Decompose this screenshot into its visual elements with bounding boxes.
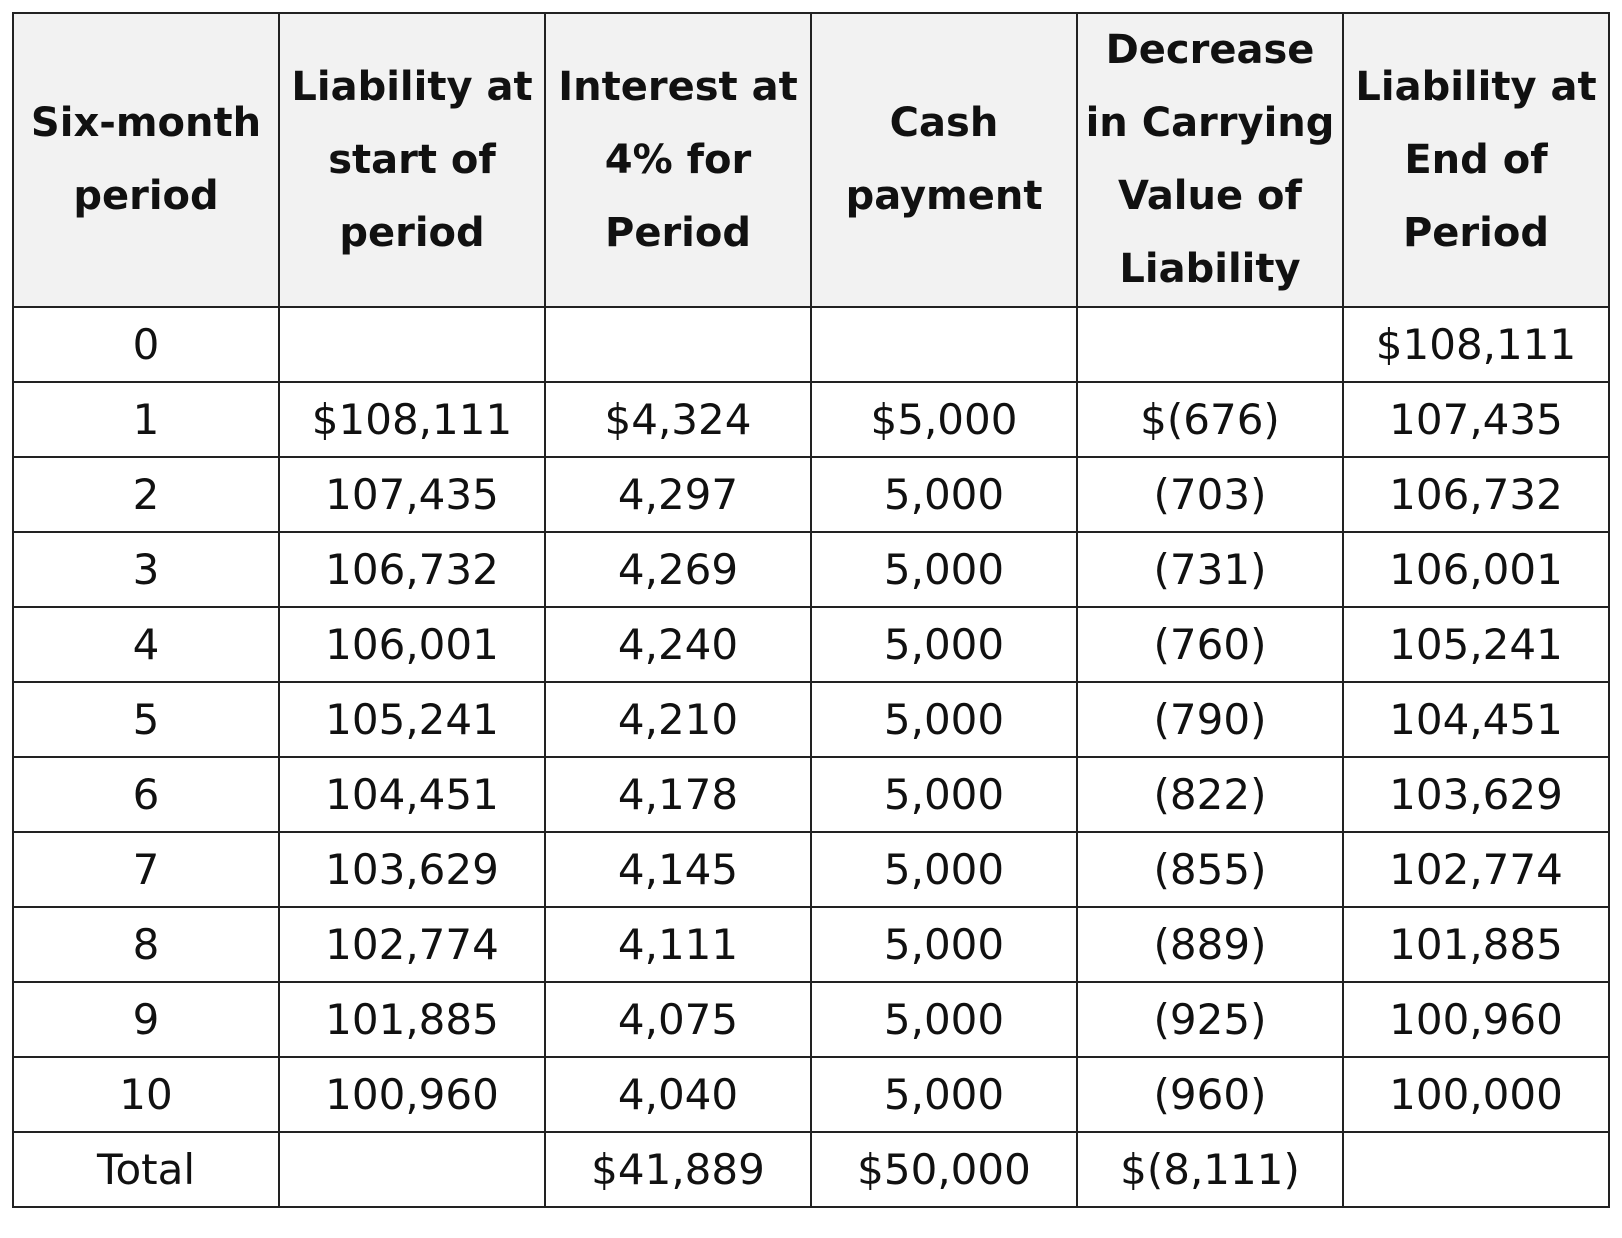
table-row	[13, 982, 1609, 1057]
header-six-month-period	[13, 13, 279, 307]
liability-end-cell: 102,774	[1343, 832, 1609, 907]
period-cell: 1	[13, 382, 279, 457]
decrease-cell: $(676)	[1077, 382, 1343, 457]
liability-start-cell: 105,241	[279, 682, 545, 757]
interest-cell: 4,040	[545, 1057, 811, 1132]
cash-payment-cell: 5,000	[811, 682, 1077, 757]
liability-start-cell	[279, 307, 545, 382]
period-cell: 10	[13, 1057, 279, 1132]
table-row	[13, 382, 1609, 457]
interest-cell: 4,269	[545, 532, 811, 607]
header-label: Interest at 4% for Period	[558, 63, 798, 256]
cash-payment-cell: 5,000	[811, 832, 1077, 907]
liability-start-cell	[279, 1132, 545, 1207]
liability-start-cell: 106,732	[279, 532, 545, 607]
liability-end-cell: 104,451	[1343, 682, 1609, 757]
header-row	[13, 13, 1609, 307]
cash-payment-cell: 5,000	[811, 1057, 1077, 1132]
period-cell: 6	[13, 757, 279, 832]
table-row	[13, 832, 1609, 907]
table-row	[13, 907, 1609, 982]
interest-cell: 4,075	[545, 982, 811, 1057]
amortization-table-container	[12, 12, 1610, 1208]
decrease-cell: (731)	[1077, 532, 1343, 607]
table-header	[13, 13, 1609, 307]
header-liability-end	[1343, 13, 1609, 307]
liability-start-cell: 104,451	[279, 757, 545, 832]
interest-cell: 4,240	[545, 607, 811, 682]
cash-payment-cell: 5,000	[811, 607, 1077, 682]
period-cell: 4	[13, 607, 279, 682]
cash-payment-cell: 5,000	[811, 532, 1077, 607]
period-cell: 9	[13, 982, 279, 1057]
header-label: Cash payment	[845, 100, 1043, 219]
cash-payment-cell: $5,000	[811, 382, 1077, 457]
period-cell: Total	[13, 1132, 279, 1207]
interest-cell: 4,178	[545, 757, 811, 832]
decrease-cell: (925)	[1077, 982, 1343, 1057]
table-row	[13, 757, 1609, 832]
cash-payment-cell: 5,000	[811, 757, 1077, 832]
liability-start-cell: 100,960	[279, 1057, 545, 1132]
liability-end-cell	[1343, 1132, 1609, 1207]
liability-end-cell: 106,732	[1343, 457, 1609, 532]
cash-payment-cell: 5,000	[811, 907, 1077, 982]
total-row	[13, 1132, 1609, 1207]
cash-payment-cell	[811, 307, 1077, 382]
interest-cell: $41,889	[545, 1132, 811, 1207]
interest-cell: 4,297	[545, 457, 811, 532]
cash-payment-cell: 5,000	[811, 982, 1077, 1057]
interest-cell: 4,145	[545, 832, 811, 907]
liability-end-cell: 105,241	[1343, 607, 1609, 682]
period-cell: 2	[13, 457, 279, 532]
table-row	[13, 307, 1609, 382]
decrease-cell: (855)	[1077, 832, 1343, 907]
liability-end-cell: 101,885	[1343, 907, 1609, 982]
cash-payment-cell: 5,000	[811, 457, 1077, 532]
header-interest	[545, 13, 811, 307]
header-decrease-carrying-value	[1077, 13, 1343, 307]
header-label: Six-month period	[30, 100, 262, 219]
liability-start-cell: 107,435	[279, 457, 545, 532]
liability-start-cell: 103,629	[279, 832, 545, 907]
liability-end-cell: 103,629	[1343, 757, 1609, 832]
period-cell: 8	[13, 907, 279, 982]
amortization-table	[12, 12, 1610, 1208]
liability-start-cell: 102,774	[279, 907, 545, 982]
header-label: Liability at start of period	[291, 63, 533, 256]
header-liability-start	[279, 13, 545, 307]
liability-start-cell: 106,001	[279, 607, 545, 682]
table-row	[13, 1057, 1609, 1132]
decrease-cell: $(8,111)	[1077, 1132, 1343, 1207]
decrease-cell: (889)	[1077, 907, 1343, 982]
interest-cell: $4,324	[545, 382, 811, 457]
header-label: Decrease in Carrying Value of Liability	[1085, 27, 1335, 292]
liability-end-cell: $108,111	[1343, 307, 1609, 382]
decrease-cell: (822)	[1077, 757, 1343, 832]
table-row	[13, 532, 1609, 607]
table-row	[13, 457, 1609, 532]
liability-start-cell: 101,885	[279, 982, 545, 1057]
table-row	[13, 607, 1609, 682]
cash-payment-cell: $50,000	[811, 1132, 1077, 1207]
period-cell: 3	[13, 532, 279, 607]
period-cell: 5	[13, 682, 279, 757]
decrease-cell: (760)	[1077, 607, 1343, 682]
liability-end-cell: 100,960	[1343, 982, 1609, 1057]
liability-start-cell: $108,111	[279, 382, 545, 457]
decrease-cell	[1077, 307, 1343, 382]
decrease-cell: (703)	[1077, 457, 1343, 532]
decrease-cell: (960)	[1077, 1057, 1343, 1132]
header-cash-payment	[811, 13, 1077, 307]
header-label: Liability at End of Period	[1355, 63, 1597, 256]
table-row	[13, 682, 1609, 757]
interest-cell: 4,111	[545, 907, 811, 982]
decrease-cell: (790)	[1077, 682, 1343, 757]
table-body	[13, 307, 1609, 1207]
period-cell: 7	[13, 832, 279, 907]
liability-end-cell: 100,000	[1343, 1057, 1609, 1132]
liability-end-cell: 107,435	[1343, 382, 1609, 457]
period-cell: 0	[13, 307, 279, 382]
interest-cell	[545, 307, 811, 382]
interest-cell: 4,210	[545, 682, 811, 757]
liability-end-cell: 106,001	[1343, 532, 1609, 607]
